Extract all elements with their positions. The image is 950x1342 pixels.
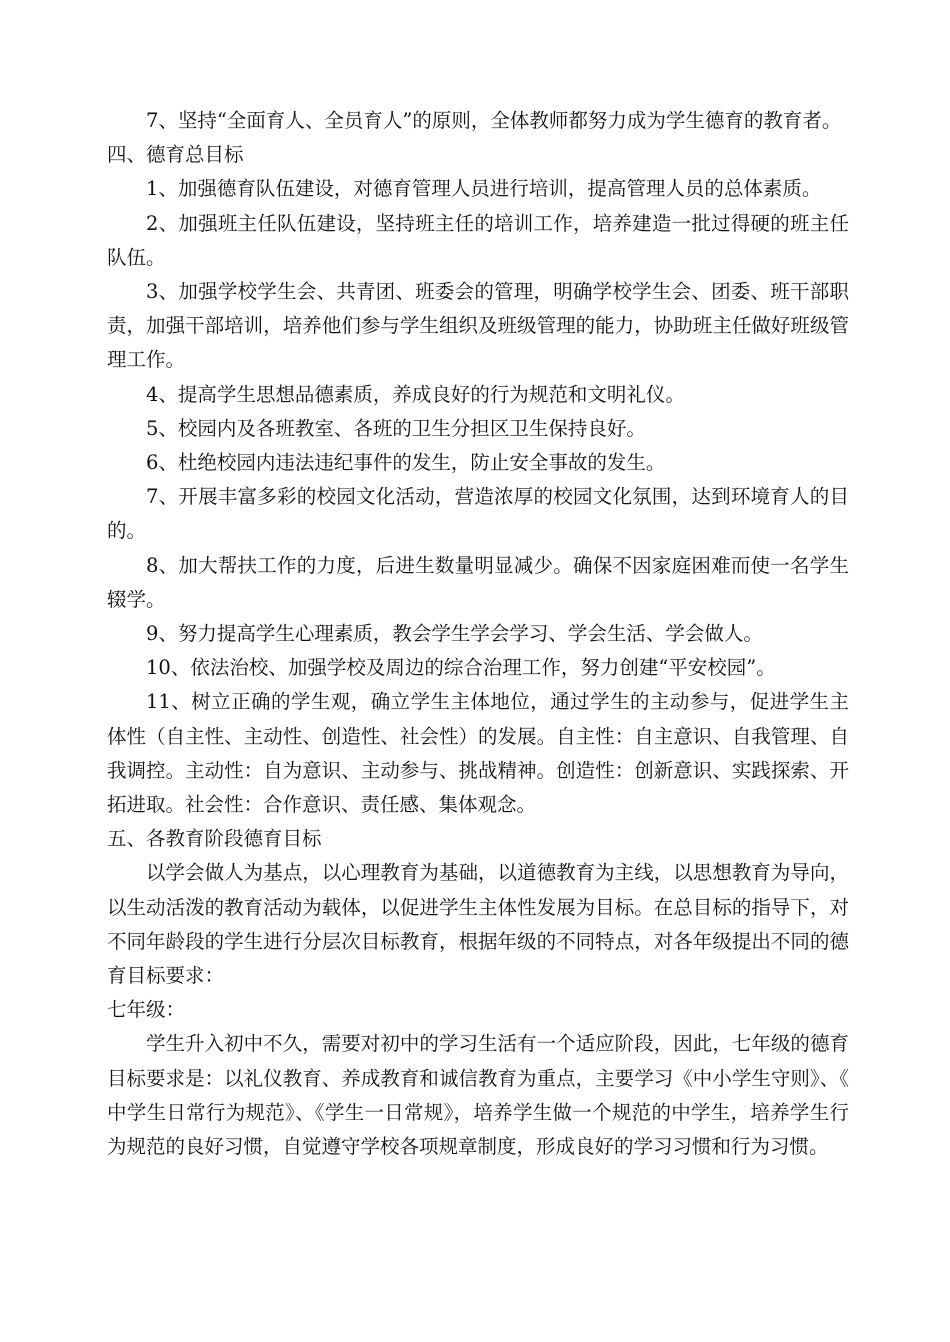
document-page — [107, 104, 849, 1164]
goal-6: 6、杜绝校园内违法违纪事件的发生，防止安全事故的发生。 — [146, 451, 666, 475]
goal-8: 8、加大帮扶工作的力度，后进生数量明显减少。确保不因家庭困难而使一名学生辍学。 — [107, 553, 849, 611]
goal-7: 7、开展丰富多彩的校园文化活动，营造浓厚的校园文化氛围，达到环境育人的目的。 — [107, 485, 849, 543]
section-5-heading: 五、各教育阶段德育目标 — [107, 827, 322, 851]
grade-7-heading: 七年级： — [107, 998, 186, 1022]
goal-2: 2、加强班主任队伍建设，坚持班主任的培训工作，培养建造一批过得硬的班主任队伍。 — [107, 211, 849, 269]
goal-1: 1、加强德育队伍建设，对德育管理人员进行培训，提高管理人员的总体素质。 — [146, 177, 822, 201]
goal-11: 11、树立正确的学生观，确立学生主体地位，通过学生的主动参与，促进学生主体性（自主性、主动性、创造性、社会性）的发展。自主性：自主意识、自我管理、自我调控。主动性：自为意识、主动参与、挑战精神。创造性：创新意识、实践探索、开拓进取。社会性：合作意识、责任感、集体观念。 — [107, 690, 849, 817]
goal-4: 4、提高学生思想品德素质，养成良好的行为规范和文明礼仪。 — [146, 382, 685, 406]
stage-goals-intro: 以学会做人为基点，以心理教育为基础，以道德教育为主线，以思想教育为导向，以生动活泼的教育活动为载体，以促进学生主体性发展为目标。在总目标的指导下，对不同年龄段的学生进行分层次目标教育，根据年级的不同特点，对各年级提出不同的德育目标要求： — [107, 861, 849, 988]
goal-5: 5、校园内及各班教室、各班的卫生分担区卫生保持良好。 — [146, 416, 646, 440]
goal-3: 3、加强学校学生会、共青团、班委会的管理，明确学校学生会、团委、班干部职责，加强干部培训，培养他们参与学生组织及班级管理的能力，协助班主任做好班级管理工作。 — [107, 280, 849, 372]
section-4-heading: 四、德育总目标 — [107, 143, 244, 167]
item-7-principle: 7、坚持“全面育人、全员育人”的原则，全体教师都努力成为学生德育的教育者。 — [146, 109, 842, 132]
goal-10: 10、依法治校、加强学校及周边的综合治理工作，努力创建“平安校园”。 — [146, 656, 776, 680]
goal-9: 9、努力提高学生心理素质，教会学生学会学习、学会生活、学会做人。 — [146, 622, 763, 646]
grade-7-goals: 学生升入初中不久，需要对初中的学习生活有一个适应阶段，因此，七年级的德育目标要求是：以礼仪教育、养成教育和诚信教育为重点，主要学习《中小学生守则》、《中学生日常行为规范》、《学生一日常规》，培养学生做一个规范的中学生，培养学生行为规范的良好习惯，自觉遵守学校各项规章制度，形成良好的学习习惯和行为习惯。 — [107, 1032, 849, 1159]
